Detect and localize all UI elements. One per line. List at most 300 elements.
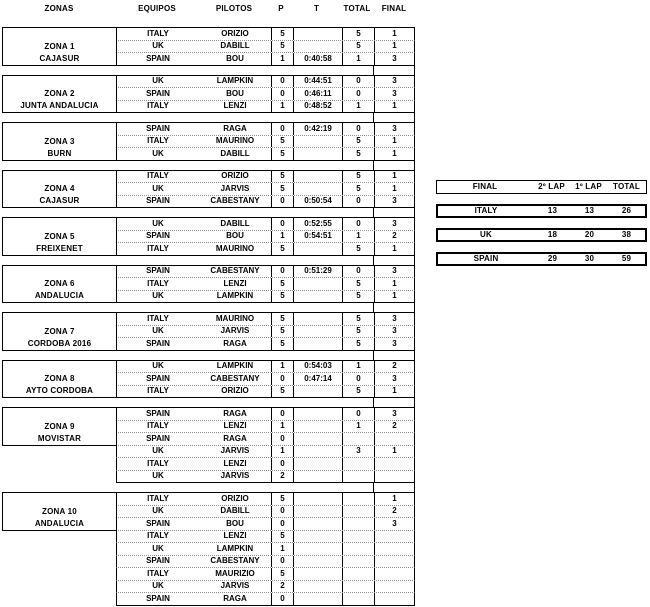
time-cell: 0:54:51 xyxy=(293,231,342,243)
zone-block-1 xyxy=(2,27,415,66)
zone-block-6 xyxy=(2,265,415,304)
time-cell: 0:51:29 xyxy=(293,266,342,278)
final-cell: 2 xyxy=(374,361,414,373)
final-cell xyxy=(374,543,414,555)
total-cell: 5 xyxy=(342,291,374,303)
team-cell: UK xyxy=(152,148,164,158)
summary-header xyxy=(436,180,647,194)
final-column-strip xyxy=(373,256,415,265)
final-cell: 3 xyxy=(374,53,414,65)
points-cell: 5 xyxy=(271,493,293,505)
time-cell: 0:52:55 xyxy=(293,218,342,230)
result-row xyxy=(116,170,415,183)
points-cell: 0 xyxy=(271,76,293,88)
final-cell: 1 xyxy=(374,171,414,183)
result-row xyxy=(116,277,415,290)
result-row xyxy=(116,182,415,195)
result-row xyxy=(116,530,415,543)
zone-block-9 xyxy=(2,407,415,483)
team-cell: UK xyxy=(152,326,164,336)
team-cell: ITALY xyxy=(147,531,169,541)
points-cell: 0 xyxy=(271,373,293,385)
time-cell xyxy=(293,543,342,555)
time-cell xyxy=(293,556,342,568)
zone-label xyxy=(2,492,117,531)
final-column-strip xyxy=(373,66,415,75)
zone-rows xyxy=(116,492,415,606)
pilot-cell: BOU xyxy=(226,518,244,528)
summary-row-italy xyxy=(436,204,647,218)
summary-row-spain xyxy=(436,252,647,266)
team-cell: ITALY xyxy=(147,421,169,431)
total-cell: 0 xyxy=(342,76,374,88)
result-row xyxy=(116,217,415,230)
time-cell xyxy=(293,326,342,338)
pilot-cell: RAGA xyxy=(223,408,247,418)
final-cell: 3 xyxy=(374,196,414,208)
pilot-cell: BOU xyxy=(226,231,244,241)
team-cell: SPAIN xyxy=(146,53,170,63)
zone-name: ZONA 5 xyxy=(44,231,75,241)
result-row xyxy=(116,555,415,568)
zone-label xyxy=(2,265,117,304)
result-row xyxy=(116,420,415,433)
final-cell: 1 xyxy=(374,243,414,255)
team-cell: ITALY xyxy=(147,386,169,396)
team-cell: ITALY xyxy=(147,493,169,503)
zone-block-10 xyxy=(2,492,415,606)
time-cell: 0:48:52 xyxy=(293,101,342,113)
time-cell xyxy=(293,531,342,543)
time-cell xyxy=(293,148,342,160)
zone-sponsor: BURN xyxy=(47,148,72,158)
result-row xyxy=(116,242,415,255)
points-cell: 0 xyxy=(271,518,293,530)
pilot-cell: DABILL xyxy=(220,148,250,158)
total-cell: 5 xyxy=(342,28,374,40)
col-header-total: TOTAL xyxy=(343,5,371,13)
zone-name: ZONA 2 xyxy=(44,89,75,98)
summary-total-value: 26 xyxy=(621,206,632,215)
zone-name: ZONA 9 xyxy=(44,421,75,431)
final-cell: 1 xyxy=(374,278,414,290)
points-cell: 5 xyxy=(271,183,293,195)
block-gap xyxy=(2,351,415,360)
zone-name: ZONA 10 xyxy=(42,506,77,516)
final-cell: 2 xyxy=(374,231,414,243)
points-cell: 1 xyxy=(271,543,293,555)
time-cell xyxy=(293,446,342,458)
pilot-cell: JARVIS xyxy=(220,183,250,193)
total-cell: 5 xyxy=(342,243,374,255)
col-header-p: P xyxy=(278,5,284,13)
total-cell: 1 xyxy=(342,53,374,65)
pilot-cell: LENZI xyxy=(223,531,247,541)
zone-name: ZONA 6 xyxy=(44,279,75,288)
total-cell: 5 xyxy=(342,41,374,53)
team-cell: SPAIN xyxy=(146,373,170,383)
total-cell: 1 xyxy=(342,101,374,113)
result-row xyxy=(116,505,415,518)
zone-sponsor: CORDOBA 2016 xyxy=(27,338,92,348)
result-row xyxy=(116,75,415,88)
time-cell xyxy=(293,493,342,505)
zone-rows xyxy=(116,27,415,66)
total-cell: 5 xyxy=(342,338,374,350)
result-row xyxy=(116,592,415,605)
time-cell xyxy=(293,183,342,195)
col-header-t: T xyxy=(313,5,320,13)
summary-lap2-value: 13 xyxy=(547,206,558,215)
team-cell: SPAIN xyxy=(146,266,170,276)
zone-sponsor: JUNTA ANDALUCIA xyxy=(20,101,99,110)
time-cell xyxy=(293,593,342,605)
time-cell xyxy=(293,471,342,483)
points-cell: 1 xyxy=(271,446,293,458)
time-cell xyxy=(293,408,342,420)
zone-rows xyxy=(116,360,415,399)
result-row xyxy=(116,445,415,458)
points-cell: 5 xyxy=(271,291,293,303)
final-cell xyxy=(374,568,414,580)
zone-label xyxy=(2,122,117,161)
pilot-cell: MAURIZIO xyxy=(215,568,255,578)
team-cell: ITALY xyxy=(147,28,169,38)
team-cell: UK xyxy=(152,506,164,516)
final-cell: 1 xyxy=(374,41,414,53)
pilot-cell: CABESTANY xyxy=(210,196,260,206)
result-row xyxy=(116,517,415,530)
zone-label xyxy=(2,75,117,114)
result-row xyxy=(116,265,415,278)
summary-total-value: 59 xyxy=(621,254,632,263)
points-cell: 1 xyxy=(271,421,293,433)
final-cell: 2 xyxy=(374,506,414,518)
pilot-cell: JARVIS xyxy=(220,471,250,481)
final-cell: 2 xyxy=(374,421,414,433)
pilot-cell: ORIZIO xyxy=(221,28,249,38)
result-row xyxy=(116,52,415,65)
zone-name: ZONA 8 xyxy=(44,374,75,383)
pilot-cell: LAMPKIN xyxy=(216,291,254,301)
zone-block-5 xyxy=(2,217,415,256)
col-header-zonas: ZONAS xyxy=(44,5,74,13)
result-row xyxy=(116,100,415,113)
summary-lap1-value: 13 xyxy=(584,206,595,215)
team-cell: SPAIN xyxy=(146,231,170,241)
total-cell: 0 xyxy=(342,88,374,100)
final-cell: 3 xyxy=(374,88,414,100)
team-cell: UK xyxy=(152,543,164,553)
time-cell: 0:44:51 xyxy=(293,76,342,88)
pilot-cell: RAGA xyxy=(223,593,247,603)
team-cell: SPAIN xyxy=(146,556,170,566)
final-cell: 1 xyxy=(374,28,414,40)
total-cell: 5 xyxy=(342,148,374,160)
zone-name: ZONA 4 xyxy=(44,184,75,193)
final-column-strip xyxy=(373,483,415,492)
pilot-cell: ORIZIO xyxy=(221,493,249,503)
zone-sponsor: FREIXENET xyxy=(36,243,83,253)
summary-header-label: FINAL xyxy=(472,182,498,191)
team-cell: ITALY xyxy=(147,101,169,111)
result-row xyxy=(116,325,415,338)
pilot-cell: LAMPKIN xyxy=(216,543,254,553)
final-cell: 1 xyxy=(374,386,414,398)
pilot-cell: ORIZIO xyxy=(221,171,249,181)
total-cell xyxy=(342,518,374,530)
zone-sponsor: MOVISTAR xyxy=(37,433,82,443)
total-cell: 0 xyxy=(342,408,374,420)
team-cell: UK xyxy=(152,183,164,193)
total-cell: 1 xyxy=(342,421,374,433)
total-cell xyxy=(342,433,374,445)
col-header-equipos: EQUIPOS xyxy=(138,5,176,13)
time-cell xyxy=(293,386,342,398)
team-cell: ITALY xyxy=(147,568,169,578)
team-cell: UK xyxy=(152,218,164,228)
result-row xyxy=(116,580,415,593)
zone-block-7 xyxy=(2,312,415,351)
time-cell: 0:42:19 xyxy=(293,123,342,135)
points-cell: 0 xyxy=(271,88,293,100)
total-cell: 0 xyxy=(342,373,374,385)
pilot-cell: MAURINO xyxy=(215,136,255,146)
result-row xyxy=(116,470,415,483)
total-cell xyxy=(342,506,374,518)
pilot-cell: LAMPKIN xyxy=(216,361,254,371)
pilot-cell: LAMPKIN xyxy=(216,76,254,86)
total-cell xyxy=(342,543,374,555)
pilot-cell: DABILL xyxy=(220,41,250,51)
time-cell: 0:54:03 xyxy=(293,361,342,373)
final-cell: 1 xyxy=(374,101,414,113)
zone-sponsor: ANDALUCIA xyxy=(34,518,85,528)
team-cell: ITALY xyxy=(147,136,169,146)
zone-sponsor: CAJASUR xyxy=(39,196,80,205)
final-column-strip xyxy=(373,113,415,122)
zone-label xyxy=(2,312,117,351)
time-cell xyxy=(293,291,342,303)
final-cell xyxy=(374,433,414,445)
pilot-cell: ORIZIO xyxy=(221,386,249,396)
total-cell: 1 xyxy=(342,361,374,373)
result-row xyxy=(116,87,415,100)
points-cell: 5 xyxy=(271,338,293,350)
summary-total-value: 38 xyxy=(621,230,632,239)
zones-table xyxy=(2,2,415,606)
result-row xyxy=(116,27,415,40)
block-gap xyxy=(2,303,415,312)
zone-name: ZONA 3 xyxy=(44,136,75,146)
time-cell: 0:40:58 xyxy=(293,53,342,65)
team-cell: SPAIN xyxy=(146,338,170,348)
points-cell: 2 xyxy=(271,581,293,593)
pilot-cell: BOU xyxy=(226,88,244,98)
zone-rows xyxy=(116,170,415,209)
zone-sponsor: CAJASUR xyxy=(39,53,80,63)
total-cell: 5 xyxy=(342,386,374,398)
time-cell: 0:46:11 xyxy=(293,88,342,100)
points-cell: 1 xyxy=(271,231,293,243)
points-cell: 2 xyxy=(271,471,293,483)
time-cell xyxy=(293,278,342,290)
final-cell: 3 xyxy=(374,218,414,230)
summary-header-lap1: 1º LAP xyxy=(575,182,602,191)
final-cell: 3 xyxy=(374,518,414,530)
final-column-strip xyxy=(373,208,415,217)
time-cell xyxy=(293,171,342,183)
total-cell xyxy=(342,531,374,543)
final-cell: 1 xyxy=(374,183,414,195)
summary-row-uk xyxy=(436,228,647,242)
points-cell: 5 xyxy=(271,568,293,580)
time-cell xyxy=(293,518,342,530)
time-cell xyxy=(293,243,342,255)
final-cell xyxy=(374,458,414,470)
total-cell xyxy=(342,493,374,505)
total-cell xyxy=(342,458,374,470)
block-gap xyxy=(2,113,415,122)
time-cell: 0:50:54 xyxy=(293,196,342,208)
zone-label xyxy=(2,217,117,256)
pilot-cell: JARVIS xyxy=(220,446,250,456)
col-header-pilotos: PILOTOS xyxy=(215,5,253,13)
total-cell xyxy=(342,593,374,605)
final-cell: 3 xyxy=(374,123,414,135)
summary-header-lap2: 2º LAP xyxy=(538,182,565,191)
team-cell: ITALY xyxy=(147,458,169,468)
pilot-cell: LENZI xyxy=(223,278,247,288)
points-cell: 5 xyxy=(271,148,293,160)
block-gap xyxy=(2,256,415,265)
time-cell xyxy=(293,41,342,53)
pilot-cell: LENZI xyxy=(223,101,247,111)
final-cell: 3 xyxy=(374,266,414,278)
time-cell xyxy=(293,506,342,518)
zone-rows xyxy=(116,217,415,256)
block-gap xyxy=(2,208,415,217)
total-cell: 5 xyxy=(342,313,374,325)
team-cell: SPAIN xyxy=(146,196,170,206)
time-cell xyxy=(293,421,342,433)
pilot-cell: DABILL xyxy=(220,506,250,516)
total-cell: 5 xyxy=(342,171,374,183)
summary-lap2-value: 18 xyxy=(547,230,558,239)
result-row xyxy=(116,40,415,53)
final-cell xyxy=(374,581,414,593)
total-cell: 0 xyxy=(342,123,374,135)
points-cell: 0 xyxy=(271,218,293,230)
team-cell: UK xyxy=(152,581,164,591)
pilot-cell: DABILL xyxy=(220,218,250,228)
points-cell: 0 xyxy=(271,433,293,445)
summary-lap1-value: 20 xyxy=(584,230,595,239)
total-cell xyxy=(342,556,374,568)
time-cell xyxy=(293,136,342,148)
result-row xyxy=(116,337,415,350)
pilot-cell: LENZI xyxy=(223,458,247,468)
result-row xyxy=(116,135,415,148)
zone-block-3 xyxy=(2,122,415,161)
zone-label xyxy=(2,27,117,66)
pilot-cell: RAGA xyxy=(223,433,247,443)
zone-sponsor: ANDALUCIA xyxy=(34,291,85,300)
final-cell: 3 xyxy=(374,338,414,350)
points-cell: 5 xyxy=(271,531,293,543)
team-cell: ITALY xyxy=(147,313,169,323)
summary-header-total: TOTAL xyxy=(613,182,640,191)
time-cell xyxy=(293,581,342,593)
points-cell: 5 xyxy=(271,171,293,183)
zone-block-8 xyxy=(2,360,415,399)
final-column-strip xyxy=(373,398,415,407)
final-cell: 1 xyxy=(374,446,414,458)
final-cell: 3 xyxy=(374,373,414,385)
total-cell: 5 xyxy=(342,183,374,195)
zone-name: ZONA 1 xyxy=(44,41,75,51)
col-header-final: FINAL xyxy=(381,5,407,13)
result-row xyxy=(116,567,415,580)
points-cell: 5 xyxy=(271,136,293,148)
team-cell: UK xyxy=(152,41,164,51)
zone-sponsor: AYTO CORDOBA xyxy=(25,386,94,395)
points-cell: 5 xyxy=(271,41,293,53)
points-cell: 0 xyxy=(271,196,293,208)
total-cell: 5 xyxy=(342,278,374,290)
final-column-strip xyxy=(373,161,415,170)
final-cell xyxy=(374,531,414,543)
zone-rows xyxy=(116,122,415,161)
team-cell: SPAIN xyxy=(146,123,170,133)
zone-block-4 xyxy=(2,170,415,209)
zone-blocks xyxy=(2,27,415,606)
team-cell: SPAIN xyxy=(146,593,170,603)
final-cell xyxy=(374,471,414,483)
block-gap xyxy=(2,66,415,75)
pilot-cell: CABESTANY xyxy=(210,556,260,566)
result-row xyxy=(116,492,415,505)
points-cell: 0 xyxy=(271,458,293,470)
result-row xyxy=(116,360,415,373)
zone-name: ZONA 7 xyxy=(44,326,75,336)
time-cell xyxy=(293,568,342,580)
total-cell: 5 xyxy=(342,136,374,148)
total-cell: 1 xyxy=(342,231,374,243)
pilot-cell: LENZI xyxy=(223,421,247,431)
final-cell xyxy=(374,556,414,568)
result-row xyxy=(116,432,415,445)
team-cell: ITALY xyxy=(147,243,169,253)
final-cell: 3 xyxy=(374,326,414,338)
pilot-cell: RAGA xyxy=(223,338,247,348)
team-cell: SPAIN xyxy=(146,408,170,418)
team-cell: UK xyxy=(152,76,164,86)
team-cell: UK xyxy=(152,291,164,301)
points-cell: 5 xyxy=(271,243,293,255)
points-cell: 0 xyxy=(271,408,293,420)
pilot-cell: JARVIS xyxy=(220,326,250,336)
points-cell: 1 xyxy=(271,361,293,373)
block-gap xyxy=(2,398,415,407)
total-cell: 5 xyxy=(342,326,374,338)
zone-label xyxy=(2,407,117,446)
pilot-cell: JARVIS xyxy=(220,581,250,591)
pilot-cell: BOU xyxy=(226,53,244,63)
points-cell: 5 xyxy=(271,28,293,40)
points-cell: 0 xyxy=(271,556,293,568)
time-cell xyxy=(293,433,342,445)
